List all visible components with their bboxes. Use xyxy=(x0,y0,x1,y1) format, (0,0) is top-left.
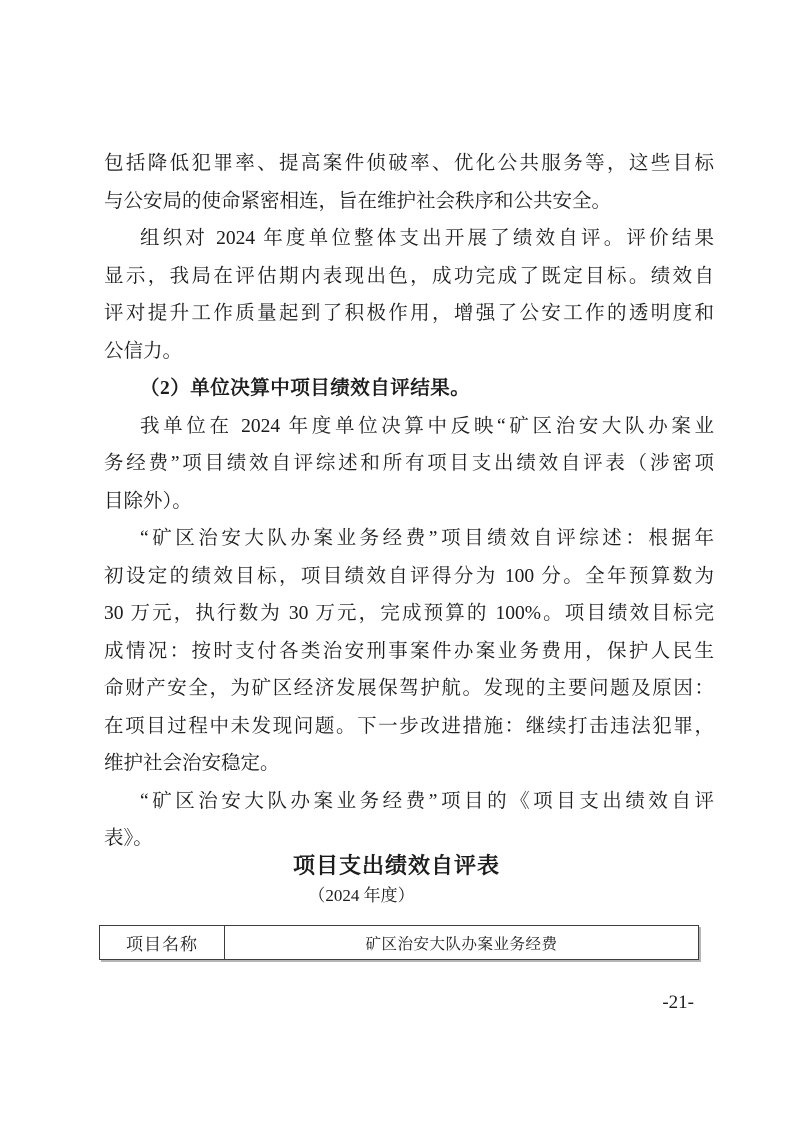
text-line: 30 万元，执行数为 30 万元，完成预算的 100%。项目绩效目标完 xyxy=(104,603,714,624)
paragraph-project-summary xyxy=(104,520,714,783)
project-table xyxy=(99,925,699,960)
text-line: 显示，我局在评估期内表现出色，成功完成了既定目标。绩效自 xyxy=(104,265,714,287)
text-line: 维护社会治安稳定。 xyxy=(104,753,280,774)
table-value-cell: 矿区治安大队办案业务经费 xyxy=(225,926,699,960)
paragraph-goals xyxy=(104,145,714,220)
text-line: “矿区治安大队办案业务经费”项目绩效自评综述：根据年 xyxy=(140,528,714,549)
text-line: （2）单位决算中项目绩效自评结果。 xyxy=(140,378,471,399)
table-title: 项目支出绩效自评表 xyxy=(292,853,500,878)
table-row xyxy=(100,926,699,960)
text-line: 成情况：按时支付各类治安刑事案件办案业务费用，保护人民生 xyxy=(104,640,714,662)
page-number: -21- xyxy=(662,992,694,1013)
paragraph-project-reflect xyxy=(104,408,714,521)
body-text xyxy=(104,145,714,858)
text-line: 表》。 xyxy=(104,828,153,849)
text-line: 目除外）。 xyxy=(104,490,192,512)
text-line: 初设定的绩效目标，项目绩效自评得分为 100 分。全年预算数为 xyxy=(104,565,714,587)
table-header-cell: 项目名称 xyxy=(100,926,225,960)
paragraph-table-intro xyxy=(104,783,714,858)
text-line: “矿区治安大队办案业务经费”项目的《项目支出绩效自评 xyxy=(140,790,714,812)
text-line: 包括降低犯罪率、提高案件侦破率、优化公共服务等，这些目标 xyxy=(104,153,714,174)
text-line: 务经费”项目绩效自评综述和所有项目支出绩效自评表（涉密项 xyxy=(104,453,714,474)
table-subtitle: （2024 年度） xyxy=(308,886,415,905)
text-line: 公信力。 xyxy=(104,340,183,362)
project-table-body xyxy=(100,926,699,960)
text-line: 与公安局的使命紧密相连，旨在维护社会秩序和公共安全。 xyxy=(104,190,612,212)
text-line: 命财产安全，为矿区经济发展保驾护航。发现的主要问题及原因： xyxy=(104,678,714,699)
text-line: 在项目过程中未发现问题。下一步改进措施：继续打击违法犯罪， xyxy=(104,715,714,737)
text-line: 我单位在 2024 年度单位决算中反映“矿区治安大队办案业 xyxy=(140,415,714,437)
section-heading-project-self-eval xyxy=(104,370,714,408)
text-line: 组织对 2024 年度单位整体支出开展了绩效自评。评价结果 xyxy=(140,228,714,249)
paragraph-overall-self-eval xyxy=(104,220,714,370)
text-line: 评对提升工作质量起到了积极作用，增强了公安工作的透明度和 xyxy=(104,303,714,324)
